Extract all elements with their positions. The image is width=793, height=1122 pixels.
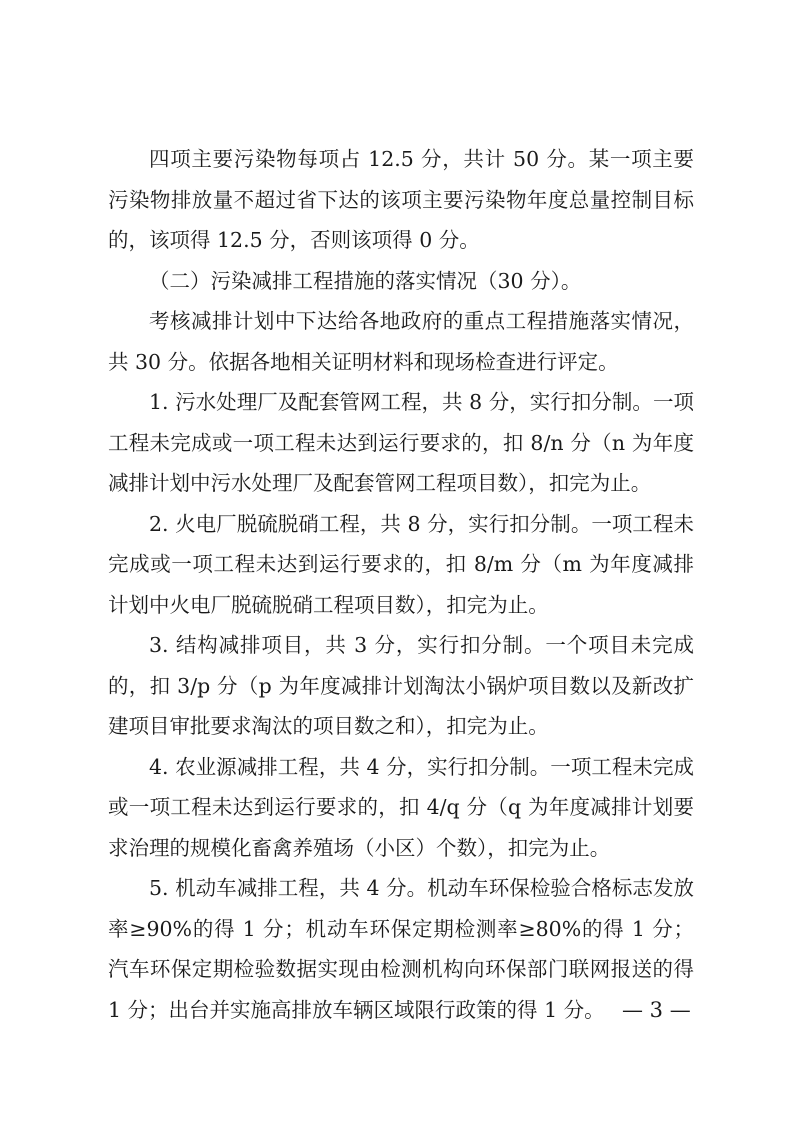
item-sewage-treatment: 1. 污水处理厂及配套管网工程，共 8 分，实行扣分制。一项工程未完成或一项工程未达到运行要求的，扣 8/n 分（n 为年度减排计划中污水处理厂及配套管网工程项目数），扣完为止。 bbox=[108, 390, 694, 495]
paragraph-pollutant-scoring: 四项主要污染物每项占 12.5 分，共计 50 分。某一项主要污染物排放量不超过省下达的该项主要污染物年度总量控制目标的，该项得 12.5 分，否则该项得 0 分。 bbox=[108, 147, 694, 252]
section-heading-engineering-measures: （二）污染减排工程措施的落实情况（30 分）。 bbox=[149, 268, 582, 293]
document-body bbox=[108, 139, 694, 1030]
paragraph-engineering-assessment: 考核减排计划中下达给各地政府的重点工程措施落实情况，共 30 分。依据各地相关证明材料和现场检查进行评定。 bbox=[108, 309, 694, 374]
item-vehicle-reduction: 5. 机动车减排工程，共 4 分。机动车环保检验合格标志发放率≥90%的得 1 分；机动车环保定期检测率≥80%的得 1 分；汽车环保定期检验数据实现由检测机构向环保部门联网报送的得 1 分；出台并实施高排放车辆区域限行政策的得 1 分。 bbox=[108, 876, 694, 1022]
item-structural-reduction: 3. 结构减排项目，共 3 分，实行扣分制。一个项目未完成的，扣 3/p 分（p 为年度减排计划淘汰小锅炉项目数以及新改扩建项目审批要求淘汰的项目数之和），扣完为止。 bbox=[108, 633, 694, 738]
item-agricultural-reduction: 4. 农业源减排工程，共 4 分，实行扣分制。一项工程未完成或一项工程未达到运行要求的，扣 4/q 分（q 为年度减排计划要求治理的规模化畜禽养殖场（小区）个数），扣完为止。 bbox=[108, 754, 694, 860]
page-number: — 3 — bbox=[622, 998, 691, 1022]
item-power-plant-desulfurization: 2. 火电厂脱硫脱硝工程，共 8 分，实行扣分制。一项工程未完成或一项工程未达到运行要求的，扣 8/m 分（m 为年度减排计划中火电厂脱硫脱硝工程项目数），扣完为止。 bbox=[108, 511, 694, 617]
